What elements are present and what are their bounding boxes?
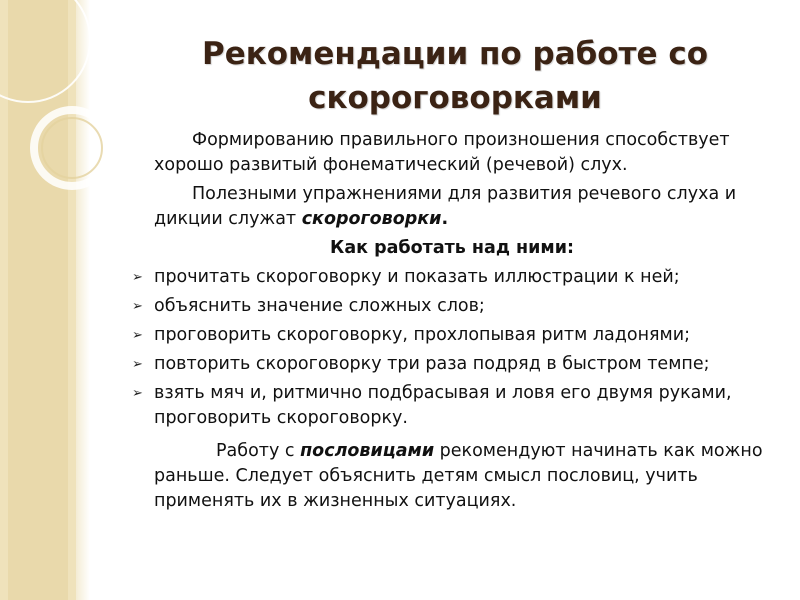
slide-title bbox=[100, 32, 800, 120]
paragraph-proverbs bbox=[154, 439, 772, 514]
emphasis-proverbs: пословицами bbox=[300, 441, 435, 461]
list-item-text: прочитать скороговорку и показать иллюстрации к ней; bbox=[154, 267, 680, 287]
paragraph-exercises-period: . bbox=[441, 209, 449, 229]
slide-title-line-2: скороговорками bbox=[308, 80, 602, 116]
arrow-bullet-icon: ➢ bbox=[132, 328, 143, 343]
paragraph-proverbs-text: рекомендуют начинать как можно раньше. Следует объяснить детям смысл пословиц, учить применять их в жизненных ситуациях. bbox=[154, 441, 763, 511]
slide-title-line-1: Рекомендации по работе со bbox=[201, 36, 709, 72]
decorative-circles bbox=[0, 0, 110, 230]
list-item bbox=[132, 381, 772, 431]
steps-list bbox=[132, 265, 772, 431]
list-item bbox=[132, 352, 772, 377]
paragraph-exercises-text: Полезными упражнениями для развития речевого слуха и дикции служат bbox=[154, 184, 737, 229]
decorative-circle-small bbox=[34, 110, 110, 186]
arrow-bullet-icon: ➢ bbox=[132, 386, 143, 401]
list-item bbox=[132, 265, 772, 290]
paragraph-phonemic-hearing: Формированию правильного произношения способствует хорошо развитый фонематический (речевой) слух. bbox=[154, 130, 730, 175]
arrow-bullet-icon: ➢ bbox=[132, 357, 143, 372]
list-item-text: проговорить скороговорку, прохлопывая ритм ладонями; bbox=[154, 325, 691, 345]
section-heading: Как работать над ними: bbox=[330, 238, 574, 258]
arrow-bullet-icon: ➢ bbox=[132, 270, 143, 285]
emphasis-tongue-twisters: скороговорки bbox=[301, 209, 442, 229]
list-item-text: взять мяч и, ритмично подбрасывая и ловя его двумя руками, проговорить скороговорку. bbox=[154, 383, 732, 428]
arrow-bullet-icon: ➢ bbox=[132, 299, 143, 314]
list-item bbox=[132, 294, 772, 319]
decorative-circle-large bbox=[0, 0, 90, 102]
list-item-text: повторить скороговорку три раза подряд в быстром темпе; bbox=[154, 354, 710, 374]
paragraph-exercises bbox=[154, 182, 772, 232]
list-item-text: объяснить значение сложных слов; bbox=[154, 296, 485, 316]
slide-body bbox=[132, 128, 772, 514]
list-item bbox=[132, 323, 772, 348]
decorative-circle-small-inner bbox=[42, 118, 102, 178]
paragraph-proverbs-intro: Работу с bbox=[216, 441, 301, 461]
